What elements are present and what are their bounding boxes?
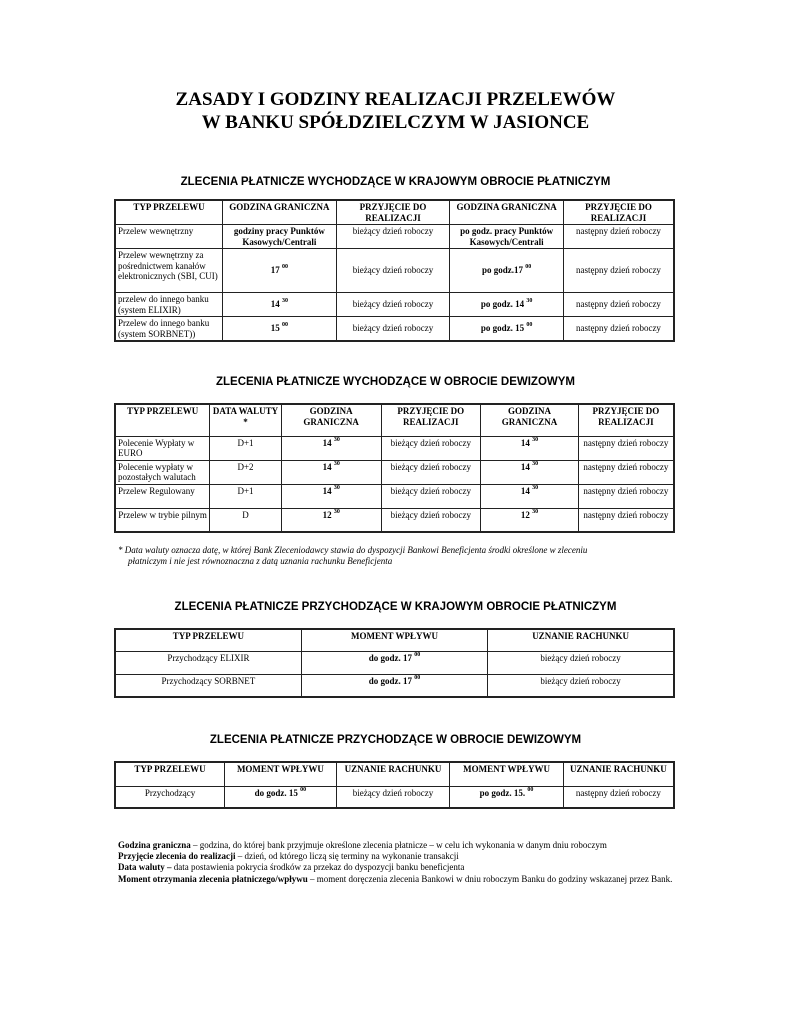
cell-credit: bieżący dzień roboczy	[336, 786, 450, 808]
cell-cutoff: 14 $^{30}$	[281, 460, 381, 484]
cell-acceptance: bieżący dzień roboczy	[381, 436, 481, 460]
header-cell: GODZINA GRANICZNA	[481, 404, 579, 436]
cell-acceptance: następny dzień roboczy	[578, 436, 674, 460]
definition-item: Moment otrzymania zlecenia płatniczego/wpływu – moment doręczenia zlecenia Bankowi w dniu roboczym Banku do godziny wskazanej przez Bank.	[118, 873, 673, 884]
cell-acceptance: następny dzień roboczy	[578, 508, 674, 532]
cell-moment: do godz. 17 $^{00}$	[301, 651, 487, 674]
cell-cutoff: po godz. pracy Punktów Kasowych/Centrali	[450, 225, 564, 249]
header-cell: MOMENT WPŁYWU	[225, 762, 337, 786]
cell-moment: po godz. 15. $^{00}$	[450, 786, 564, 808]
header-cell: GODZINA GRANICZNA	[281, 404, 381, 436]
cell-acceptance: bieżący dzień roboczy	[336, 317, 450, 342]
cell-moment: do godz. 15 $^{00}$	[225, 786, 337, 808]
table-row	[115, 674, 674, 697]
definition-item: Przyjęcie zlecenia do realizacji – dzień, od którego liczą się terminy na wykonanie transakcji	[118, 851, 459, 862]
cell-acceptance: bieżący dzień roboczy	[381, 460, 481, 484]
header-cell: GODZINA GRANICZNA	[450, 200, 564, 225]
footnote-line: * Data waluty oznacza datę, w której Bank Zleceniodawcy stawia do dyspozycji Bankowi Beneficjenta środki określone w zleceniu	[118, 545, 588, 555]
section1-table	[114, 199, 675, 342]
cell-acceptance: następny dzień roboczy	[563, 225, 674, 249]
section4-table	[114, 761, 675, 809]
table-row	[115, 508, 674, 532]
section2-heading: ZLECENIA PŁATNICZE WYCHODZĄCE W OBROCIE DEWIZOWYM	[215, 376, 576, 388]
cell-acceptance: bieżący dzień roboczy	[336, 249, 450, 293]
definition-item: Data waluty – data postawienia pokrycia środków za przekaz do dyspozycji banku beneficjenta	[118, 862, 465, 873]
cell-credit: bieżący dzień roboczy	[488, 651, 674, 674]
cell-type: Przelew do innego banku (system SORBNET))	[115, 317, 223, 342]
header-cell: PRZYJĘCIE DO REALIZACJI	[578, 404, 674, 436]
cell-cutoff: 14 $^{30}$	[281, 484, 381, 508]
section1-heading: ZLECENIA PŁATNICZE WYCHODZĄCE W KRAJOWYM OBROCIE PŁATNICZYM	[180, 176, 611, 188]
cell-credit: następny dzień roboczy	[563, 786, 674, 808]
cell-cutoff: po godz. 15 $^{00}$	[450, 317, 564, 342]
section4-heading: ZLECENIA PŁATNICZE PRZYCHODZĄCE W OBROCIE DEWIZOWYM	[209, 734, 582, 746]
header-cell: TYP PRZELEWU	[115, 200, 223, 225]
header-cell: UZNANIE RACHUNKU	[336, 762, 450, 786]
cell-type: Polecenie Wypłaty w EURO	[115, 436, 210, 460]
cell-cutoff: 12 $^{30}$	[281, 508, 381, 532]
header-cell: PRZYJĘCIE DO REALIZACJI	[381, 404, 481, 436]
footnote-line: płatniczym i nie jest równoznaczna z datą uznania rachunku Beneficjenta	[128, 556, 393, 566]
header-cell: GODZINA GRANICZNA	[223, 200, 337, 225]
header-cell: MOMENT WPŁYWU	[301, 629, 487, 651]
header-cell: PRZYJĘCIE DO REALIZACJI	[336, 200, 450, 225]
section3-table	[114, 628, 675, 698]
table-row	[115, 436, 674, 460]
cell-acceptance: bieżący dzień roboczy	[381, 484, 481, 508]
definition-item: Godzina graniczna – godzina, do której bank przyjmuje określone zlecenia płatnicze – w celu ich wykonania w danym dniu roboczym	[118, 840, 607, 850]
cell-acceptance: następny dzień roboczy	[578, 484, 674, 508]
cell-value-date: D+1	[210, 484, 282, 508]
section2-table	[114, 403, 675, 533]
header-cell: TYP PRZELEWU	[115, 762, 225, 786]
cell-type: Przelew w trybie pilnym	[115, 508, 210, 532]
table-row	[115, 484, 674, 508]
cell-type: Polecenie wypłaty w pozostałych walutach	[115, 460, 210, 484]
header-cell: PRZYJĘCIE DO REALIZACJI	[563, 200, 674, 225]
cell-type: Przychodzący SORBNET	[115, 674, 301, 697]
cell-acceptance: następny dzień roboczy	[578, 460, 674, 484]
cell-cutoff: godziny pracy Punktów Kasowych/Centrali	[223, 225, 337, 249]
cell-cutoff: 15 $^{00}$	[223, 317, 337, 342]
cell-acceptance: następny dzień roboczy	[563, 317, 674, 342]
table-row	[115, 225, 674, 249]
header-cell: UZNANIE RACHUNKU	[563, 762, 674, 786]
cell-acceptance: bieżący dzień roboczy	[381, 508, 481, 532]
cell-cutoff: 14 $^{30}$	[223, 293, 337, 317]
header-cell: TYP PRZELEWU	[115, 404, 210, 436]
table-header-row	[115, 200, 674, 225]
cell-type: Przelew Regulowany	[115, 484, 210, 508]
cell-cutoff: 17 $^{00}$	[223, 249, 337, 293]
header-cell: TYP PRZELEWU	[115, 629, 301, 651]
definitions	[118, 840, 678, 885]
cell-type: przelew do innego banku (system ELIXIR)	[115, 293, 223, 317]
cell-cutoff: 14 $^{30}$	[481, 436, 579, 460]
footnote	[118, 545, 678, 567]
cell-value-date: D	[210, 508, 282, 532]
table-row	[115, 786, 674, 808]
document-title-line1: ZASADY I GODZINY REALIZACJI PRZELEWÓW	[175, 89, 616, 110]
header-cell: DATA WALUTY *	[210, 404, 282, 436]
cell-moment: do godz. 17 $^{00}$	[301, 674, 487, 697]
cell-cutoff: 12 $^{30}$	[481, 508, 579, 532]
cell-acceptance: następny dzień roboczy	[563, 249, 674, 293]
header-cell: MOMENT WPŁYWU	[450, 762, 564, 786]
cell-value-date: D+2	[210, 460, 282, 484]
cell-acceptance: następny dzień roboczy	[563, 293, 674, 317]
table-header-row	[115, 629, 674, 651]
cell-type: Przelew wewnętrzny	[115, 225, 223, 249]
table-header-row	[115, 404, 674, 436]
cell-type: Przelew wewnętrzny za pośrednictwem kanałów elektronicznych (SBI, CUI)	[115, 249, 223, 293]
cell-cutoff: 14 $^{30}$	[481, 484, 579, 508]
cell-credit: bieżący dzień roboczy	[488, 674, 674, 697]
cell-cutoff: po godz.17 $^{00}$	[450, 249, 564, 293]
cell-type: Przychodzący ELIXIR	[115, 651, 301, 674]
section3-heading: ZLECENIA PŁATNICZE PRZYCHODZĄCE W KRAJOWYM OBROCIE PŁATNICZYM	[174, 601, 617, 613]
cell-cutoff: po godz. 14 $^{30}$	[450, 293, 564, 317]
cell-cutoff: 14 $^{30}$	[281, 436, 381, 460]
table-row	[115, 293, 674, 317]
cell-type: Przychodzący	[115, 786, 225, 808]
document-title-line2: W BANKU SPÓŁDZIELCZYM W JASIONCE	[201, 112, 590, 133]
cell-acceptance: bieżący dzień roboczy	[336, 225, 450, 249]
table-row	[115, 317, 674, 342]
table-row	[115, 460, 674, 484]
table-row	[115, 651, 674, 674]
header-cell: UZNANIE RACHUNKU	[488, 629, 674, 651]
table-header-row	[115, 762, 674, 786]
cell-value-date: D+1	[210, 436, 282, 460]
table-row	[115, 249, 674, 293]
cell-cutoff: 14 $^{30}$	[481, 460, 579, 484]
cell-acceptance: bieżący dzień roboczy	[336, 293, 450, 317]
